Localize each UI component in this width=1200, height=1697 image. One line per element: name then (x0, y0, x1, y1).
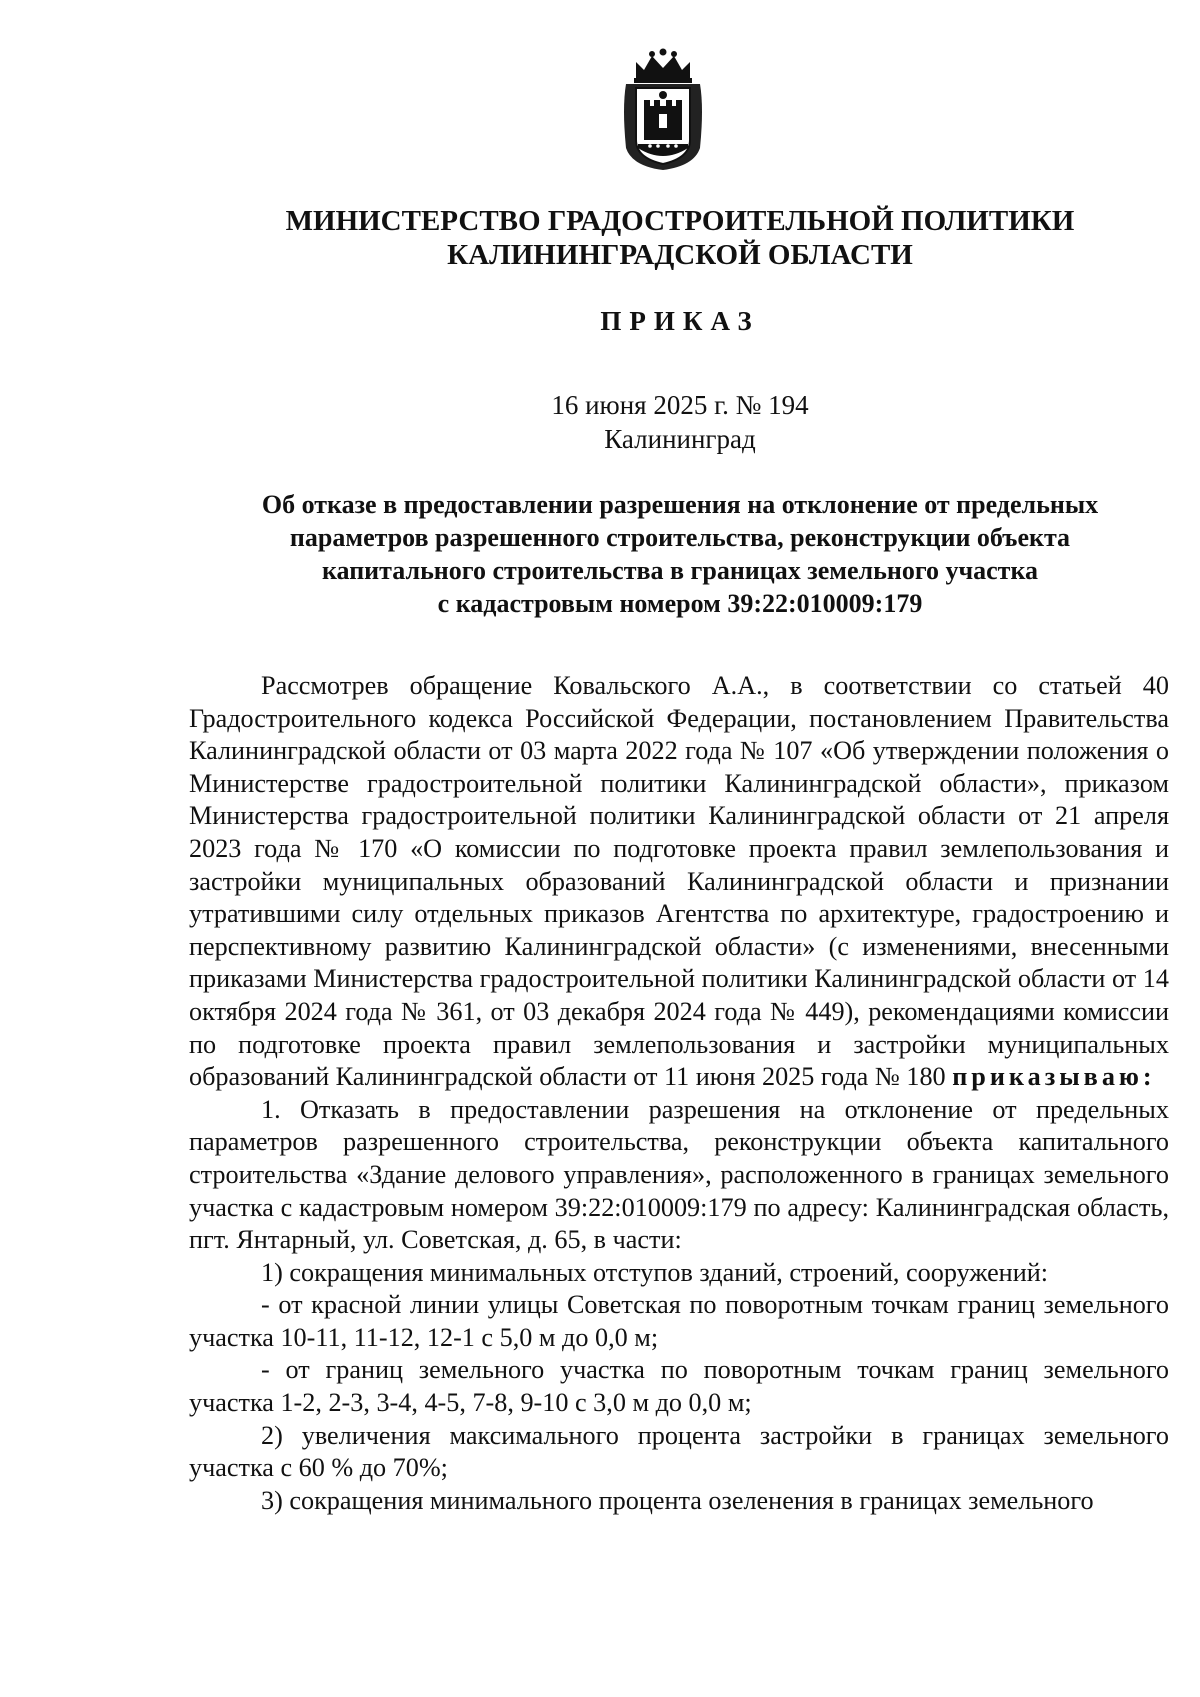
order-word: приказываю: (952, 1062, 1156, 1092)
document-type-heading: ПРИКАЗ (600, 306, 760, 336)
subject-line-3: капитального строительства в границах земельного участка (321, 556, 1039, 585)
order-body (189, 670, 1169, 1517)
order-subject-title (190, 488, 1170, 620)
order-date-number: 16 июня 2025 г. № 194 (551, 390, 809, 420)
ministry-name-line-1: МИНИСТЕРСТВО ГРАДОСТРОИТЕЛЬНОЙ ПОЛИТИКИ (285, 205, 1075, 237)
subitem-3-paragraph: 3) сокращения минимального процента озеленения в границах земельного (261, 1485, 1094, 1515)
ministry-name-line-2: КАЛИНИНГРАДСКОЙ ОБЛАСТИ (447, 239, 913, 271)
subitem-1a-paragraph: - от красной линии улицы Советская по поворотным точкам границ земельного участка 10-11, 11-12, 12-1 с 5,0 м до 0,0 м; (189, 1290, 1169, 1352)
subitem-2-paragraph: 2) увеличения максимального процента застройки в границах земельного участка с 60 % до 70%; (189, 1420, 1169, 1483)
kaliningrad-oblast-coat-of-arms-icon (622, 48, 704, 172)
ministry-name (230, 204, 1130, 272)
preamble-paragraph (189, 670, 1169, 1094)
date-and-place (430, 388, 930, 456)
order-city: Калининград (604, 424, 756, 454)
subitem-1b-paragraph: - от границ земельного участка по поворотным точкам границ земельного участка 1-2, 2-3, 3-4, 4-5, 7-8, 9-10 с 3,0 м до 0,0 м; (189, 1355, 1169, 1418)
preamble-text: Рассмотрев обращение Ковальского А.А., в соответствии со статьей 40 Градостроительного кодекса Российской Федерации, постановлением Правительства Калининградской области от 03 марта 2022 года № 107 «Об утверждении положения о Министерстве градостроительной политики Калининградской области», приказом Министерства градостроительной политики Калининградской области от 21 апреля 2023 года № 170 «О комиссии по подготовке проекта правил землепользования и застройки муниципальных образований Калининградской области и признании утратившими силу отдельных приказов Агентства по архитектуре, градостроению и перспективному развитию Калининградской области» (с изменениями, внесенными приказами Министерства градостроительной политики Калининградской области от 14 октября 2024 года № 361, от 03 декабря 2024 года № 449), рекомендациями комиссии по подготовке проекта правил землепользования и застройки муниципальных образований Калининградской области от 11 июня 2025 года № 180 (189, 671, 1169, 1092)
subject-line-1: Об отказе в предоставлении разрешения на отклонение от предельных (261, 490, 1099, 519)
subitem-1-paragraph: 1) сокращения минимальных отступов зданий, строений, сооружений: (261, 1257, 1049, 1287)
subject-line-4: с кадастровым номером 39:22:010009:179 (437, 589, 923, 618)
subject-line-2: параметров разрешенного строительства, реконструкции объекта (289, 523, 1071, 552)
item-1-paragraph: 1. Отказать в предоставлении разрешения на отклонение от предельных параметров разрешенного строительства, реконструкции объекта капитального строительства «Здание делового управления», расположенного в границах земельного участка с кадастровым номером 39:22:010009:179 по адресу: Калининградская область, пгт. Янтарный, ул. Советская, д. 65, в части: (189, 1094, 1169, 1255)
